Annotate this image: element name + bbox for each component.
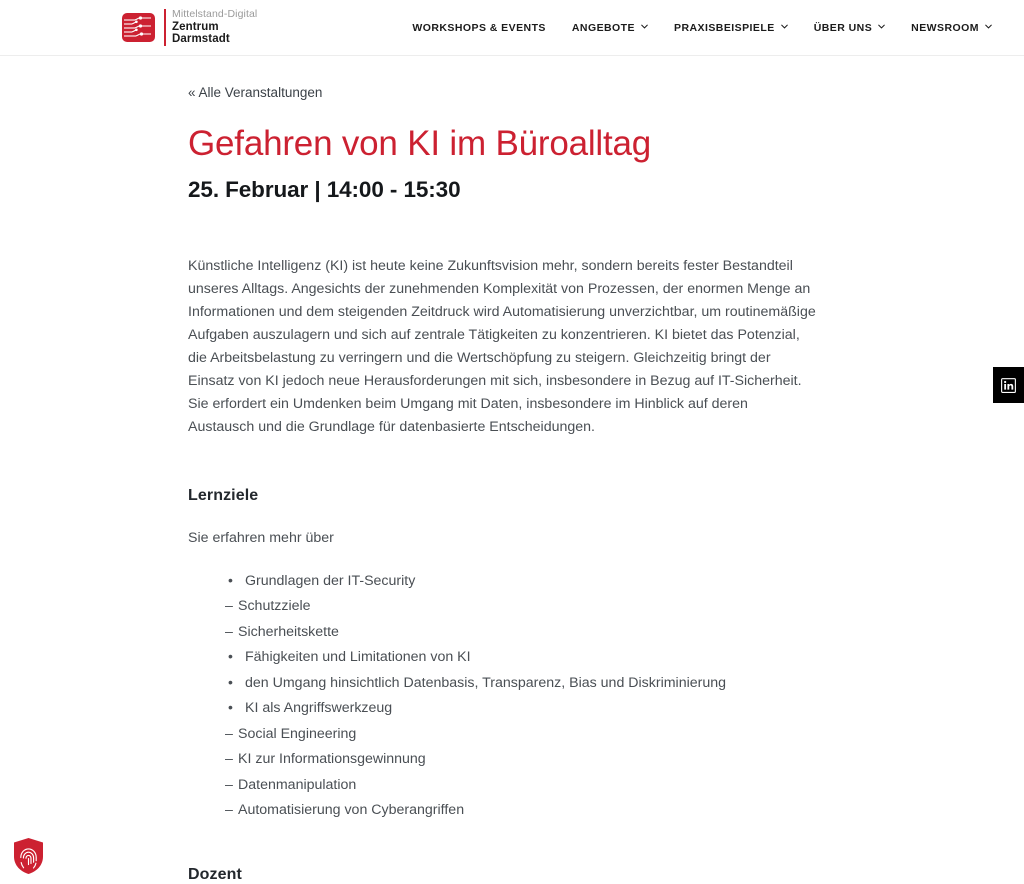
breadcrumb-all-events-link[interactable]: « Alle Veranstaltungen [188, 85, 323, 100]
chevron-down-icon [878, 23, 885, 30]
page-title: Gefahren von KI im Büroalltag [188, 124, 652, 163]
list-item: • Grundlagen der IT-Security [188, 570, 964, 593]
nav-label: ÜBER UNS [813, 21, 873, 34]
learning-goals-lead: Sie erfahren mehr über [188, 530, 334, 547]
brand-line-3: Darmstadt [172, 33, 230, 46]
main-navigation [412, 22, 992, 34]
brand-wordmark [164, 9, 257, 45]
nav-label: NEWSROOM [911, 21, 979, 34]
chevron-down-icon [985, 23, 992, 30]
event-detail-content [0, 56, 1024, 884]
event-intro-paragraph: Künstliche Intelligenz (KI) ist heute keine Zukunftsvision mehr, sondern bereits fester Bestandteil unseres Alltags. Angesichts der zunehmenden Komplexität von Prozessen, der enormen Menge an Informationen und dem steigenden Zeitdruck wird Automatisierung unverzichtbar, um routinemäßige Aufgaben auszulagern und sich auf zentrale Tätigkeiten zu konzentrieren. KI bietet das Potenzial, die Arbeitsbelastung zu verringern und die Wertschöpfung zu steigern. Gleichzeitig bringt der Einsatz von KI jedoch neue Herausforderungen mit sich, insbesondere in Bezug auf IT-Sicherheit. Sie erfordert ein Umdenken beim Umgang mit Daten, insbesondere im Hinblick auf deren Austausch und die Grundlage für datenbasierte Entscheidungen. [188, 258, 816, 436]
nav-label: WORKSHOPS & EVENTS [412, 21, 546, 34]
chevron-down-icon [781, 23, 788, 30]
section-heading-dozent: Dozent [188, 866, 242, 884]
list-item: – Social Engineering [188, 723, 964, 746]
chevron-down-icon [641, 23, 648, 30]
list-item: • KI als Angriffswerkzeug [188, 697, 964, 720]
circuit-board-logo-mark-icon [122, 13, 155, 42]
privacy-settings-badge[interactable] [13, 837, 44, 875]
linkedin-share-button[interactable] [993, 367, 1024, 403]
nav-item-workshops-events[interactable] [412, 22, 546, 34]
nav-item-angebote[interactable] [572, 22, 648, 34]
list-item: – KI zur Informationsgewinnung [188, 748, 964, 771]
site-header [0, 0, 1024, 56]
list-item: – Automatisierung von Cyberangriffen [188, 799, 964, 822]
shield-fingerprint-icon [13, 837, 44, 875]
linkedin-icon [1001, 378, 1016, 393]
list-item: – Sicherheitskette [188, 621, 964, 644]
nav-item-ueber-uns[interactable] [814, 22, 885, 34]
list-item: • Fähigkeiten und Limitationen von KI [188, 646, 964, 669]
nav-item-newsroom[interactable] [911, 22, 992, 34]
section-heading-lernziele: Lernziele [188, 487, 259, 505]
learning-goals-list [188, 570, 964, 823]
nav-item-praxisbeispiele[interactable] [674, 22, 788, 34]
brand-logo[interactable] [122, 9, 257, 45]
nav-label: PRAXISBEISPIELE [674, 21, 775, 34]
nav-label: ANGEBOTE [571, 21, 635, 34]
brand-line-2: Zentrum [172, 20, 219, 33]
list-item: – Schutzziele [188, 595, 964, 618]
list-item: • den Umgang hinsichtlich Datenbasis, Transparenz, Bias und Diskriminierung [188, 672, 964, 695]
brand-line-1: Mittelstand-Digital [172, 8, 258, 21]
list-item: – Datenmanipulation [188, 774, 964, 797]
event-date-time: 25. Februar | 14:00 - 15:30 [188, 177, 461, 203]
